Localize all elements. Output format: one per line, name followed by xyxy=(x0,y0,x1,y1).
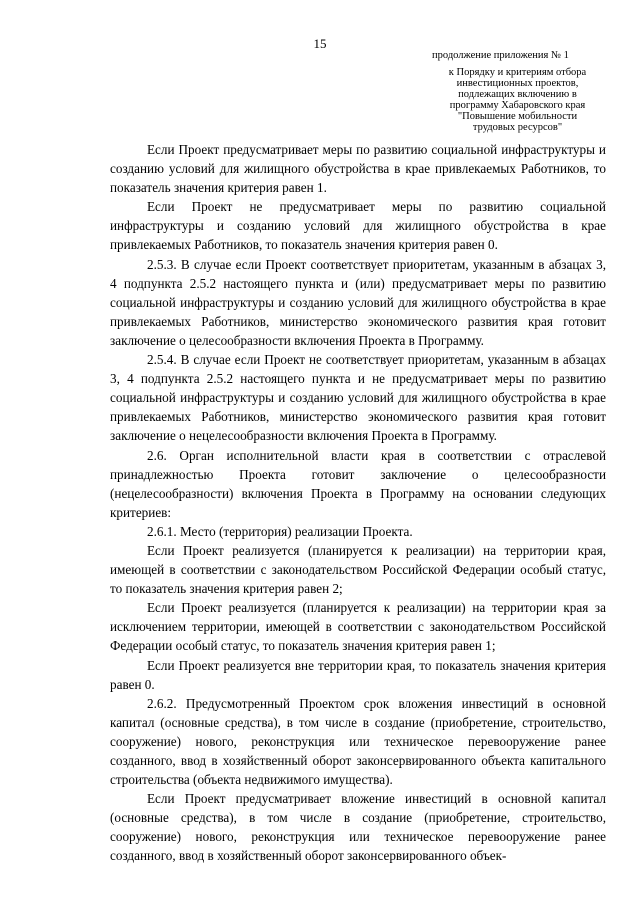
paragraph: 2.5.3. В случае если Проект соответствует приоритетам, указанным в абзацах 3, 4 подпункта 2.5.2 настоящего пункта и (или) предусматривает меры по развитию социальной инфраструктуры и созданию условий для жилищного обустройства в крае привлекаемых Работников, министерство экономического развития края готовит заключение о целесообразности включения Проекта в Программу. xyxy=(110,256,606,348)
paragraph: Если Проект реализуется вне территории края, то показатель значения критерия равен 0. xyxy=(110,657,606,692)
paragraph: Если Проект не предусматривает меры по развитию социальной инфраструктуры и созданию условий для жилищного обустройства в крае привлекаемых Работников, то показатель значения критерия равен 0. xyxy=(110,199,606,253)
appendix-header xyxy=(430,50,605,133)
paragraph: 2.6.2. Предусмотренный Проектом срок вложения инвестиций в основной капитал (основные средства), в том числе в создание (приобретение, строительство, сооружение) нового, реконструкция или техническое перевооружение ранее созданного, ввод в хозяйственный оборот законсервированного объекта капитального строительства (объекта недвижимого имущества). xyxy=(110,695,606,788)
document-body xyxy=(110,140,606,866)
paragraph: 2.6. Орган исполнительной власти края в соответствии с отраслевой принадлежностью Проекта готовит заключение о целесообразности (нецелесообразности) включения Проекта в Программу на основании следующих критериев: xyxy=(110,447,606,520)
appendix-line: программу Хабаровского края xyxy=(449,100,586,111)
paragraph: Если Проект предусматривает меры по развитию социальной инфраструктуры и созданию условий для жилищного обустройства в крае привлекаемых Работников, то показатель значения критерия равен 1. xyxy=(110,142,606,196)
paragraph: Если Проект реализуется (планируется к реализации) на территории края за исключением территории, имеющей в соответствии с законодательством Российской Федерации особый статус, то показатель значения критерия равен 1; xyxy=(110,600,606,654)
appendix-line: трудовых ресурсов" xyxy=(472,122,563,133)
paragraph: 2.5.4. В случае если Проект не соответствует приоритетам, указанным в абзацах 3, 4 подпункта 2.5.2 настоящего пункта и не предусматривает меры по развитию социальной инфраструктуры и созданию условий для жилищного обустройства в крае привлекаемых Работников, министерство экономического развития края готовит заключение о нецелесообразности включения Проекта в Программу. xyxy=(110,352,606,444)
paragraph: Если Проект реализуется (планируется к реализации) на территории края, имеющей в соответствии с законодательством Российской Федерации особый статус, то показатель значения критерия равен 2; xyxy=(110,542,606,597)
appendix-line: к Порядку и критериям отбора xyxy=(448,67,587,78)
paragraph: Если Проект предусматривает вложение инвестиций в основной капитал (основные средства), в том числе в создание (приобретение, строительство, сооружение) нового, реконструкция или техническое перевооружение ранее созданного, ввод в хозяйственный оборот законсервированного объек- xyxy=(110,791,606,864)
appendix-line: "Повышение мобильности xyxy=(457,111,578,122)
page-number: 15 xyxy=(313,36,327,51)
appendix-line: продолжение приложения № 1 xyxy=(432,50,569,61)
appendix-line: инвестиционных проектов, xyxy=(456,78,579,89)
appendix-line: подлежащих включению в xyxy=(458,89,577,100)
paragraph: 2.6.1. Место (территория) реализации Проекта. xyxy=(147,523,413,539)
